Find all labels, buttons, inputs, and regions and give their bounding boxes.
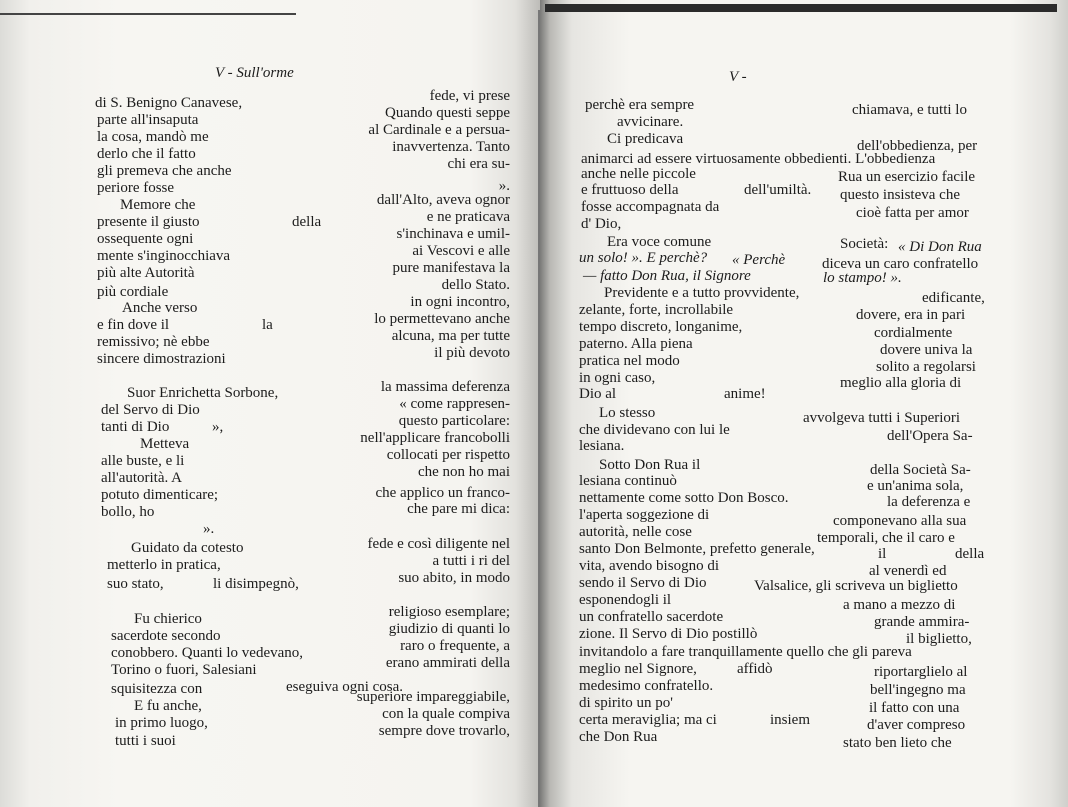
text-line-right-aligned: il più devoto: [434, 345, 510, 361]
text-line: la cosa, mandò me: [97, 129, 209, 145]
text-line: perchè era sempre: [585, 97, 695, 113]
text-line: tanti di Dio: [101, 419, 170, 435]
text-line: potuto dimenticare;: [101, 487, 219, 503]
text-line: Anche verso: [122, 300, 198, 316]
right-running-header: V -: [729, 69, 747, 85]
text-line: un solo! ». E perchè?: [579, 250, 708, 266]
text-line: suo stato,: [107, 576, 164, 592]
text-line: zione. Il Servo di Dio postillò: [579, 626, 758, 642]
text-line: lo stampo! ».: [823, 270, 902, 286]
text-line: della: [292, 214, 322, 230]
text-line: remissivo; nè ebbe: [97, 334, 210, 350]
text-line: periore fosse: [97, 180, 175, 196]
text-line: anche nelle piccole: [581, 166, 696, 182]
text-line-right-aligned: s'inchinava e umil-: [396, 226, 510, 242]
text-line-right-aligned: a tutti i ri del: [432, 553, 510, 569]
text-line: d' Dio,: [581, 216, 622, 232]
text-line: fosse accompagnata da: [581, 199, 720, 215]
text-line: — fatto Don Rua, il Signore: [583, 268, 751, 284]
text-line: Fu chierico: [134, 611, 202, 627]
text-line: tutti i suoi: [115, 733, 176, 749]
text-line: animarci ad essere virtuosamente obbedienti. L'obbedienza: [581, 151, 936, 167]
text-line: sendo il Servo di Dio: [579, 575, 707, 591]
text-line-right-aligned: collocati per rispetto: [386, 447, 510, 463]
text-line: del Servo di Dio: [101, 402, 200, 418]
text-line: d'aver compreso: [867, 717, 966, 733]
text-line-right-aligned: che pare mi dica:: [407, 501, 510, 517]
text-line: anime!: [724, 386, 766, 402]
text-line: più cordiale: [97, 284, 169, 300]
text-line-right-aligned: che applico un franco-: [375, 485, 510, 501]
text-line: della Società Sa-: [870, 462, 971, 478]
text-line-right-aligned: lo permettevano anche: [374, 311, 510, 327]
text-line: presente il giusto: [97, 214, 200, 230]
text-line: Guidato da cotesto: [131, 540, 244, 556]
text-line: e fin dove il: [97, 317, 170, 333]
text-line-right-aligned: fede, vi prese: [429, 88, 510, 104]
text-line: Dio al: [579, 386, 617, 402]
text-line: squisitezza con: [111, 681, 203, 697]
text-line: derlo che il fatto: [97, 146, 196, 162]
text-line: Lo stesso: [599, 405, 656, 421]
text-line: conobbero. Quanti lo vedevano,: [111, 645, 304, 661]
text-line: meglio nel Signore,: [579, 661, 697, 677]
text-line: questo insisteva che: [840, 187, 960, 203]
text-line-right-aligned: Quando questi seppe: [385, 105, 510, 121]
text-line-right-aligned: superiore impareggiabile,: [356, 689, 510, 705]
text-line-right-aligned: pure manifestava la: [392, 260, 510, 276]
text-line: parte all'insaputa: [97, 112, 199, 128]
text-line: riportarglielo al: [874, 664, 968, 680]
text-line: diceva un caro confratello: [822, 256, 979, 272]
text-line: il biglietto,: [906, 631, 972, 647]
book-gutter: [538, 10, 540, 807]
text-line: Previdente e a tutto provvidente,: [604, 285, 800, 301]
text-line: ».: [203, 521, 215, 537]
text-line: sacerdote secondo: [111, 628, 221, 644]
text-line: la: [262, 317, 273, 333]
text-line: grande ammira-: [874, 614, 970, 630]
text-line: lesiana continuò: [579, 473, 677, 489]
text-line: un confratello sacerdote: [579, 609, 724, 625]
text-line: dovere, era in pari: [856, 307, 966, 323]
text-line: solito a regolarsi: [876, 359, 976, 375]
text-line: il: [878, 546, 887, 562]
text-line: nettamente come sotto Don Bosco.: [579, 490, 789, 506]
text-line: e fruttuoso della: [581, 182, 679, 198]
text-line: e un'anima sola,: [867, 478, 964, 494]
text-line-right-aligned: religioso esemplare;: [388, 604, 510, 620]
text-line: dovere univa la: [880, 342, 973, 358]
text-line: pratica nel modo: [579, 353, 680, 369]
text-line: Rua un esercizio facile: [838, 169, 976, 185]
text-line: temporali, che il caro e: [817, 530, 955, 546]
text-line: bollo, ho: [101, 504, 155, 520]
text-line: stato ben lieto che: [843, 735, 952, 751]
text-line: meglio alla gloria di: [840, 375, 962, 391]
text-line-right-aligned: ».: [498, 178, 510, 194]
text-line: dell'umiltà.: [744, 182, 812, 198]
text-line: cioè fatta per amor: [856, 205, 969, 221]
text-line: mente s'inginocchiava: [97, 248, 231, 264]
text-line: Memore che: [120, 197, 196, 213]
text-line-right-aligned: nell'applicare francobolli: [360, 430, 510, 446]
text-line-right-aligned: alcuna, ma per tutte: [391, 328, 510, 344]
text-line: di S. Benigno Canavese,: [95, 95, 243, 111]
text-line: bell'ingegno ma: [870, 682, 966, 698]
text-line-right-aligned: dello Stato.: [441, 277, 510, 293]
text-line: dell'Opera Sa-: [887, 428, 973, 444]
text-line: lesiana.: [579, 438, 625, 454]
text-line-right-aligned: ai Vescovi e alle: [412, 243, 510, 259]
text-line: »,: [212, 419, 224, 435]
text-line: Ci predicava: [607, 131, 684, 147]
text-line: avvolgeva tutti i Superiori: [803, 410, 961, 426]
text-line: affidò: [737, 661, 773, 677]
text-line-right-aligned: al Cardinale e a persua-: [368, 122, 510, 138]
text-line: E fu anche,: [134, 698, 202, 714]
text-line: gli premeva che anche: [97, 163, 232, 179]
text-line: metterlo in pratica,: [107, 557, 221, 573]
text-line: al venerdì ed: [869, 563, 947, 579]
text-line: medesimo confratello.: [579, 678, 714, 694]
text-line: che Don Rua: [579, 729, 658, 745]
text-line: della: [955, 546, 985, 562]
text-line: Torino o fuori, Salesiani: [111, 662, 257, 678]
text-line: che dividevano con lui le: [579, 422, 730, 438]
text-line: il fatto con una: [869, 700, 960, 716]
text-line: cordialmente: [874, 325, 953, 341]
text-line: certa meraviglia; ma ci: [579, 712, 717, 728]
text-line: eseguiva ogni cosa.: [286, 679, 404, 695]
text-line-right-aligned: suo abito, in modo: [398, 570, 510, 586]
text-line: in primo luogo,: [115, 715, 208, 731]
text-line: Metteva: [140, 436, 190, 452]
text-line: sincere dimostrazioni: [97, 351, 226, 367]
text-line: tempo discreto, longanime,: [579, 319, 743, 335]
text-line: santo Don Belmonte, prefetto generale,: [579, 541, 815, 557]
text-line-right-aligned: raro o frequente, a: [400, 638, 510, 654]
text-line: a mano a mezzo di: [843, 597, 956, 613]
text-line-right-aligned: questo particolare:: [398, 413, 510, 429]
text-line: autorità, nelle cose: [579, 524, 692, 540]
text-line: zelante, forte, incrollabile: [579, 302, 734, 318]
text-line: più alte Autorità: [97, 265, 195, 281]
text-line: Suor Enrichetta Sorbone,: [127, 385, 279, 401]
text-line-right-aligned: chi era su-: [447, 156, 510, 172]
text-line-right-aligned: giudizio di quanti lo: [388, 621, 510, 637]
text-line: insiem: [770, 712, 810, 728]
text-line-right-aligned: « come rappresen-: [399, 396, 510, 412]
text-line: l'aperta soggezione di: [579, 507, 710, 523]
text-line-right-aligned: fede e così diligente nel: [367, 536, 510, 552]
text-line: Era voce comune: [607, 234, 712, 250]
text-line: esponendogli il: [579, 592, 672, 608]
text-line: componevano alla sua: [833, 513, 967, 529]
text-line: la deferenza e: [887, 494, 971, 510]
text-line-right-aligned: sempre dove trovarlo,: [378, 723, 510, 739]
text-line: paterno. Alla piena: [579, 336, 693, 352]
left-top-rule: [0, 13, 296, 15]
right-top-rule: [545, 4, 1057, 12]
text-line-right-aligned: inavvertenza. Tanto: [392, 139, 510, 155]
text-line-right-aligned: in ogni incontro,: [410, 294, 510, 310]
text-line: « Di Don Rua: [898, 239, 982, 255]
text-line: di spirito un po': [579, 695, 673, 711]
text-line: in ogni caso,: [579, 370, 656, 386]
text-line: li disimpegnò,: [213, 576, 299, 592]
text-line: dell'obbedienza, per: [857, 138, 978, 154]
text-line-right-aligned: dall'Alto, aveva ognor: [376, 192, 510, 208]
text-line: invitandolo a fare tranquillamente quello che gli pareva: [579, 644, 912, 660]
text-line: ossequente ogni: [97, 231, 194, 247]
text-line-right-aligned: che non ho mai: [417, 464, 510, 480]
text-line: Società:: [840, 236, 889, 252]
text-line: all'autorità. A: [101, 470, 183, 486]
left-running-header: V - Sull'orme: [215, 65, 294, 81]
text-line: chiamava, e tutti lo: [852, 102, 967, 118]
text-line: Sotto Don Rua il: [599, 457, 701, 473]
text-line: « Perchè: [732, 252, 786, 268]
text-line: alle buste, e li: [101, 453, 185, 469]
text-line: edificante,: [922, 290, 985, 306]
text-line: avvicinare.: [617, 114, 684, 130]
text-line-right-aligned: erano ammirati della: [385, 655, 510, 671]
text-line: vita, avendo bisogno di: [579, 558, 719, 574]
text-line-right-aligned: la massima deferenza: [380, 379, 510, 395]
text-line-right-aligned: con la quale compiva: [382, 706, 510, 722]
text-line: Valsalice, gli scriveva un biglietto: [754, 578, 958, 594]
text-line-right-aligned: e ne praticava: [426, 209, 510, 225]
